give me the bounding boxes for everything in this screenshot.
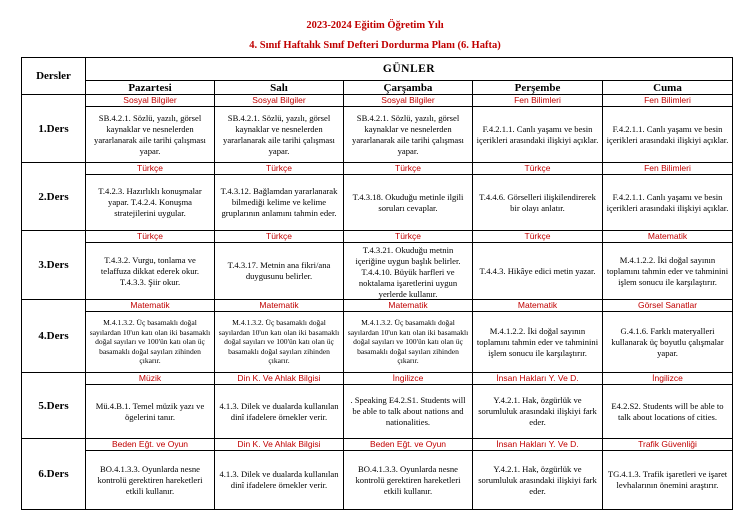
learning-outcome-text: G.4.1.6. Farklı materyalleri kullanarak üç boyutlu çalışmalar yapar.	[611, 325, 724, 358]
table-row	[22, 300, 733, 373]
subject-label: Fen Bilimleri	[603, 163, 732, 175]
lesson-cell	[473, 373, 603, 439]
learning-outcome-text: E4.2.S2. Students will be able to talk about locations of cities.	[611, 400, 724, 422]
lesson-cell	[344, 373, 473, 439]
lesson-label: 2.Ders	[22, 163, 86, 231]
subject-label: Matematik	[603, 231, 732, 243]
lesson-cell	[344, 300, 473, 373]
learning-outcome-text: SB.4.2.1. Sözlü, yazılı, görsel kaynaklar ve nesnelerden yararlanarak aile tarihi çalışması yapar.	[223, 112, 335, 156]
learning-outcome-text: . Speaking E4.2.S1. Students will be able to talk about nations and nationalities.	[350, 395, 466, 427]
learning-outcome-text: T.4.4.3. Hikâye edici metin yazar.	[479, 265, 596, 276]
table-row	[22, 439, 733, 510]
learning-outcome-text: SB.4.2.1. Sözlü, yazılı, görsel kaynaklar ve nesnelerden yararlanarak aile tarihi çalışması yapar.	[352, 112, 464, 156]
lesson-cell	[473, 231, 603, 300]
table-row	[22, 373, 733, 439]
day-header-tuesday: Salı	[215, 81, 344, 95]
lesson-cell	[86, 373, 215, 439]
lesson-cell	[344, 163, 473, 231]
subject-label: Türkçe	[473, 163, 602, 175]
lesson-cell	[603, 439, 733, 510]
learning-outcome-text: T.4.2.3. Hazırlıklı konuşmalar yapar. T.4.2.4. Konuşma stratejilerini uygular.	[98, 186, 202, 218]
learning-outcome-text: 4.1.3. Dilek ve dualarda kullanılan dinî ifadelere örnekler verir.	[219, 469, 339, 490]
learning-outcome-text: Mü.4.B.1. Temel müzik yazı ve ögelerini tanır.	[95, 400, 205, 422]
lesson-cell	[473, 300, 603, 373]
learning-outcome-text: M.4.1.2.2. İki doğal sayının toplamını tahmin eder ve tahminini işlem sonucu ile karşılaştırır.	[476, 325, 599, 358]
lesson-cell	[473, 95, 603, 163]
learning-outcome-text: T.4.4.6. Görselleri ilişkilendirerek bir olayı anlatır.	[479, 191, 596, 213]
schedule-table	[21, 57, 733, 510]
subject-label: Türkçe	[86, 163, 214, 175]
lesson-cell	[603, 300, 733, 373]
subject-label: Trafik Güvenliği	[603, 439, 732, 451]
lesson-cell	[603, 163, 733, 231]
lesson-label: 3.Ders	[22, 231, 86, 300]
lesson-cell	[215, 95, 344, 163]
lesson-cell	[344, 95, 473, 163]
lesson-label: 6.Ders	[22, 439, 86, 510]
subject-label: Türkçe	[344, 163, 472, 175]
learning-outcome-text: BO.4.1.3.3. Oyunlarda nesne kontrolü gerektiren hareketleri etkili kullanır.	[97, 463, 203, 496]
learning-outcome-text: SB.4.2.1. Sözlü, yazılı, görsel kaynaklar ve nesnelerden yararlanarak aile tarihi çalışması yapar.	[94, 112, 206, 156]
subject-label: Beden Eğt. ve Oyun	[86, 439, 214, 451]
day-header-thursday: Perşembe	[473, 81, 603, 95]
subject-label: İnsan Hakları Y. Ve D.	[473, 373, 602, 385]
subject-label: Türkçe	[344, 231, 472, 243]
learning-outcome-text: 4.1.3. Dilek ve dualarda kullanılan dinî ifadelere örnekler verir.	[219, 400, 339, 422]
learning-outcome-text: T.4.3.18. Okuduğu metinle ilgili soruları cevaplar.	[352, 191, 464, 213]
subject-label: Matematik	[86, 300, 214, 312]
subject-label: Sosyal Bilgiler	[344, 95, 472, 107]
lesson-label: 5.Ders	[22, 373, 86, 439]
subject-label: İngilizce	[344, 373, 472, 385]
subject-label: İngilizce	[603, 373, 732, 385]
subject-label: İnsan Hakları Y. Ve D.	[473, 439, 602, 451]
subject-label: Müzik	[86, 373, 214, 385]
column-header-gunler: GÜNLER	[86, 58, 733, 81]
learning-outcome-text: T.4.3.12. Bağlamdan yararlanarak bilmediği kelime ve kelime gruplarının anlamını tahmin eder.	[220, 186, 338, 218]
day-header-wednesday: Çarşamba	[344, 81, 473, 95]
learning-outcome-text: M.4.1.3.2. Üç basamaklı doğal sayılardan 10'un katı olan iki basamaklı doğal sayıları ve 100'ün katı olan üç basamaklı doğal sayıları zihinden çıkarır.	[89, 318, 211, 366]
learning-outcome-text: F.4.2.1.1. Canlı yaşamı ve besin içerikleri arasındaki ilişkiyi açıklar.	[606, 123, 729, 145]
lesson-cell	[344, 439, 473, 510]
subject-label: Sosyal Bilgiler	[215, 95, 343, 107]
subject-label: Görsel Sanatlar	[603, 300, 732, 312]
table-row	[22, 95, 733, 163]
day-header-monday: Pazartesi	[86, 81, 215, 95]
document-title: 2023-2024 Eğitim Öğretim Yılı	[306, 20, 444, 31]
learning-outcome-text: Y.4.2.1. Hak, özgürlük ve sorumluluk arasındaki ilişkiyi fark eder.	[478, 395, 597, 427]
learning-outcome-text: T.4.3.21. Okuduğu metnin içeriğine uygun başlık belirler. T.4.4.10. Büyük harfleri ve noktalama işaretlerini uygun yerlerde kullanır.	[355, 245, 461, 299]
document-subtitle: 4. Sınıf Haftalık Sınıf Defteri Dordurma Planı (6. Hafta)	[249, 40, 501, 51]
subject-label: Matematik	[473, 300, 602, 312]
learning-outcome-text: T.4.3.2. Vurgu, tonlama ve telaffuza dikkat ederek okur. T.4.3.3. Şiir okur.	[100, 254, 200, 287]
lesson-cell	[215, 163, 344, 231]
column-header-dersler: Dersler	[22, 58, 86, 95]
learning-outcome-text: M.4.1.2.2. İki doğal sayının toplamını tahmin eder ve tahminini işlem sonucu ile karşılaştırır.	[606, 254, 729, 287]
subject-label: Türkçe	[86, 231, 214, 243]
lesson-cell	[603, 231, 733, 300]
learning-outcome-text: F.4.2.1.1. Canlı yaşamı ve besin içerikleri arasındaki ilişkiyi açıklar.	[476, 123, 599, 145]
learning-outcome-text: M.4.1.3.2. Üç basamaklı doğal sayılardan 10'un katı olan iki basamaklı doğal sayıları ve 100'ün katı olan üç basamaklı doğal sayıları zihinden çıkarır.	[347, 318, 469, 366]
learning-outcome-text: TG.4.1.3. Trafik işaretleri ve işaret levhalarının önemini araştırır.	[607, 469, 728, 490]
lesson-cell	[86, 95, 215, 163]
lesson-label: 1.Ders	[22, 95, 86, 163]
learning-outcome-text: Y.4.2.1. Hak, özgürlük ve sorumluluk arasındaki ilişkiyi fark eder.	[478, 463, 597, 496]
subject-label: Sosyal Bilgiler	[86, 95, 214, 107]
subject-label: Beden Eğt. ve Oyun	[344, 439, 472, 451]
table-row	[22, 231, 733, 300]
lesson-label: 4.Ders	[22, 300, 86, 373]
subject-label: Din K. Ve Ahlak Bilgisi	[215, 439, 343, 451]
subject-label: Matematik	[215, 300, 343, 312]
learning-outcome-text: M.4.1.3.2. Üç basamaklı doğal sayılardan 10'un katı olan iki basamaklı doğal sayıları ve 100'ün katı olan üç basamaklı doğal sayıları zihinden çıkarır.	[218, 318, 340, 366]
subject-label: Türkçe	[215, 231, 343, 243]
table-row	[22, 163, 733, 231]
lesson-cell	[86, 163, 215, 231]
subject-label: Türkçe	[215, 163, 343, 175]
lesson-cell	[215, 373, 344, 439]
lesson-cell	[344, 231, 473, 300]
subject-label: Fen Bilimleri	[603, 95, 732, 107]
learning-outcome-text: F.4.2.1.1. Canlı yaşamı ve besin içerikleri arasındaki ilişkiyi açıklar.	[606, 191, 729, 213]
subject-label: Matematik	[344, 300, 472, 312]
subject-label: Din K. Ve Ahlak Bilgisi	[215, 373, 343, 385]
subject-label: Fen Bilimleri	[473, 95, 602, 107]
lesson-cell	[215, 439, 344, 510]
lesson-cell	[473, 163, 603, 231]
lesson-cell	[86, 439, 215, 510]
learning-outcome-text: T.4.3.17. Metnin ana fikri/ana duygusunu belirler.	[227, 260, 331, 281]
subject-label: Türkçe	[473, 231, 602, 243]
lesson-cell	[473, 439, 603, 510]
lesson-cell	[603, 373, 733, 439]
lesson-cell	[86, 300, 215, 373]
lesson-cell	[603, 95, 733, 163]
learning-outcome-text: BO.4.1.3.3. Oyunlarda nesne kontrolü gerektiren hareketleri etkili kullanır.	[355, 463, 461, 496]
lesson-cell	[215, 300, 344, 373]
lesson-cell	[86, 231, 215, 300]
day-header-friday: Cuma	[603, 81, 733, 95]
lesson-cell	[215, 231, 344, 300]
